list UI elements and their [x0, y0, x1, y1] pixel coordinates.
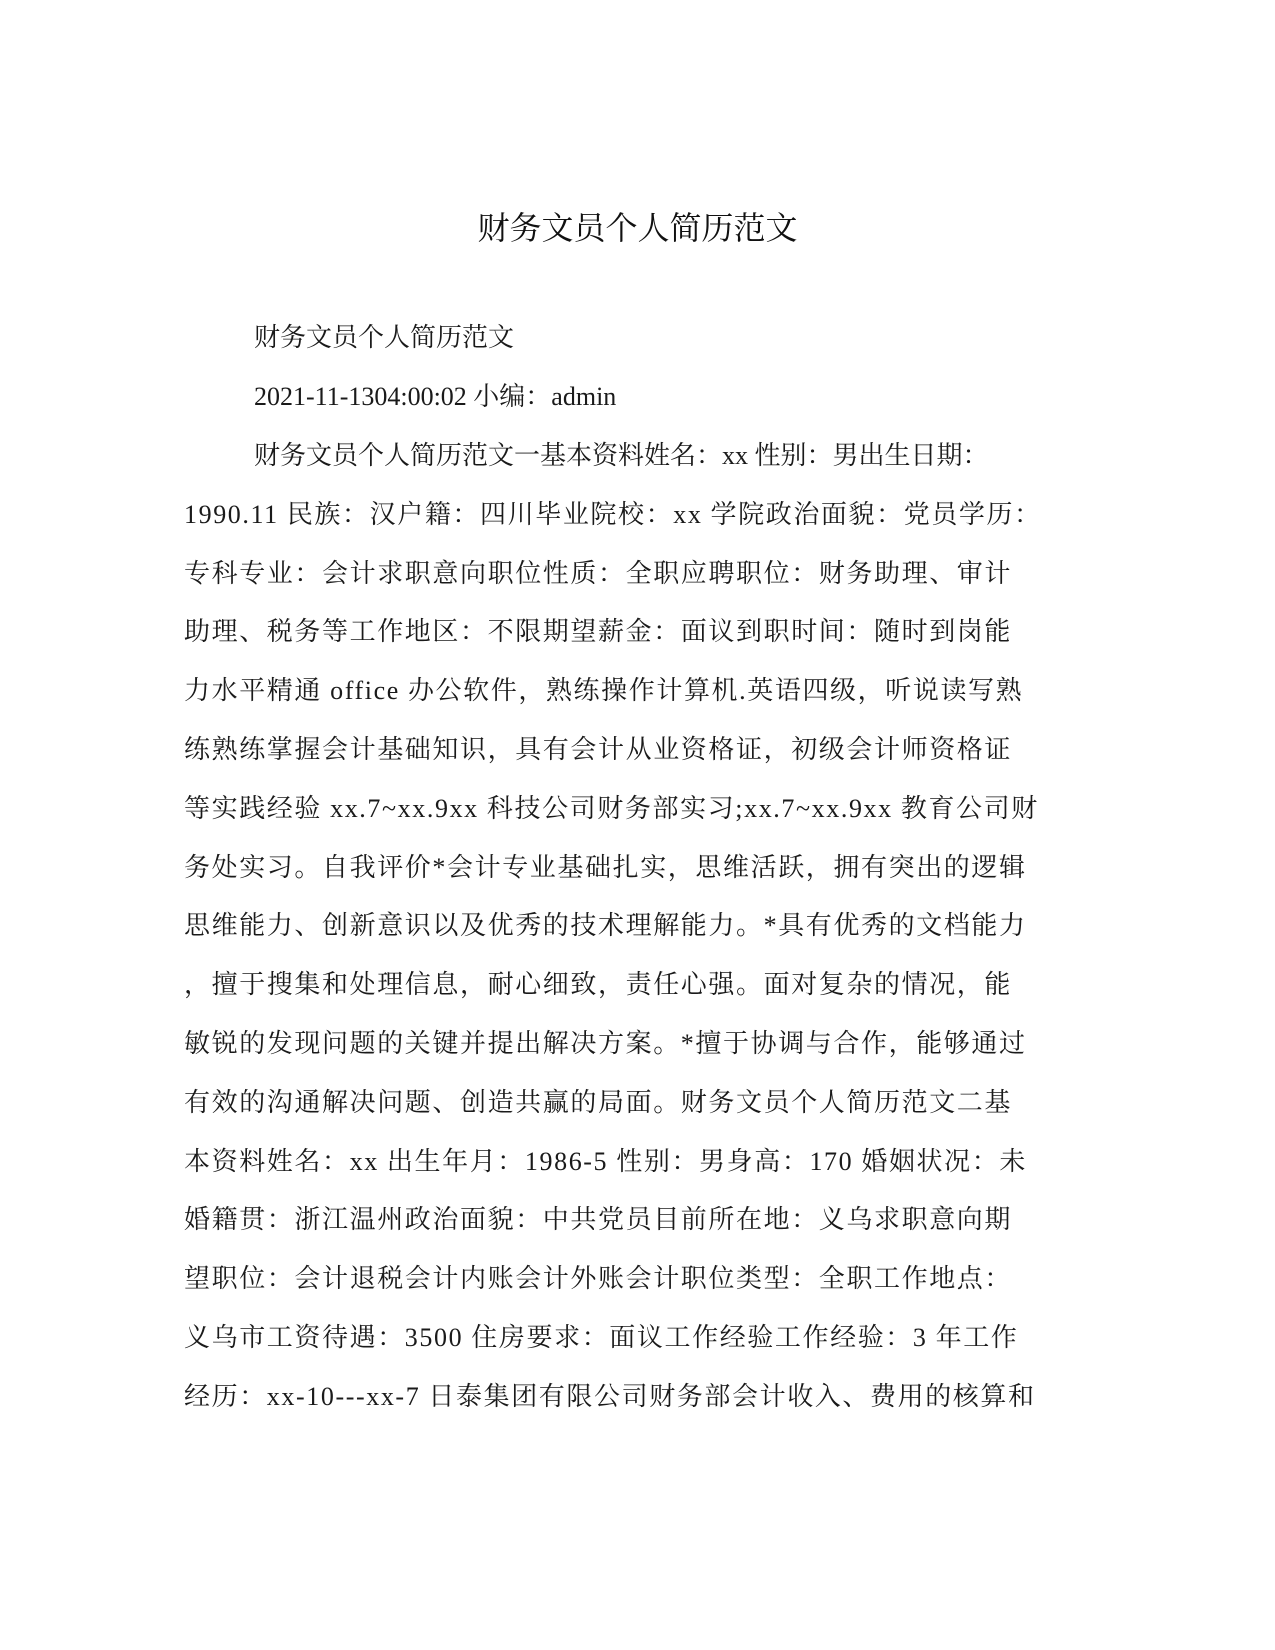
body-line: 本资料姓名：xx 出生年月：1986-5 性别：男身高：170 婚姻状况：未: [184, 1147, 1027, 1176]
document-meta: 2021-11-1304:00:02 小编：admin: [254, 382, 617, 411]
body-line: 义乌市工资待遇：3500 住房要求：面议工作经验工作经验：3 年工作: [184, 1323, 1019, 1352]
body-line: 力水平精通 office 办公软件，熟练操作计算机.英语四级，听说读写熟: [184, 676, 1024, 705]
body-line: 经历：xx-10---xx-7 日泰集团有限公司财务部会计收入、费用的核算和: [184, 1382, 1036, 1411]
body-line: 助理、税务等工作地区：不限期望薪金：面议到职时间：随时到岗能: [184, 617, 1013, 646]
body-line: 思维能力、创新意识以及优秀的技术理解能力。*具有优秀的文档能力: [184, 911, 1027, 940]
body-line: 婚籍贯：浙江温州政治面貌：中共党员目前所在地：义乌求职意向期: [184, 1205, 1013, 1234]
body-line: 财务文员个人简历范文一基本资料姓名：xx 性别：男出生日期：: [254, 441, 989, 470]
body-line: ，擅于搜集和处理信息，耐心细致，责任心强。面对复杂的情况，能: [184, 970, 1013, 999]
body-line: 务处实习。自我评价*会计专业基础扎实，思维活跃，拥有突出的逻辑: [184, 853, 1027, 882]
body-line: 1990.11 民族：汉户籍：四川毕业院校：xx 学院政治面貌：党员学历：: [184, 500, 1042, 529]
body-line: 有效的沟通解决问题、创造共赢的局面。财务文员个人简历范文二基: [184, 1088, 1013, 1117]
body-line: 专科专业：会计求职意向职位性质：全职应聘职位：财务助理、审计: [184, 559, 1013, 588]
document-subtitle: 财务文员个人简历范文: [254, 323, 515, 352]
body-line: 练熟练掌握会计基础知识，具有会计从业资格证，初级会计师资格证: [184, 735, 1013, 764]
document-title: 财务文员个人简历范文: [477, 209, 798, 247]
body-line: 等实践经验 xx.7~xx.9xx 科技公司财务部实习;xx.7~xx.9xx 教育公司财: [184, 794, 1039, 823]
body-line: 敏锐的发现问题的关键并提出解决方案。*擅于协调与合作，能够通过: [184, 1029, 1027, 1058]
body-line: 望职位：会计退税会计内账会计外账会计职位类型：全职工作地点：: [184, 1264, 1013, 1293]
